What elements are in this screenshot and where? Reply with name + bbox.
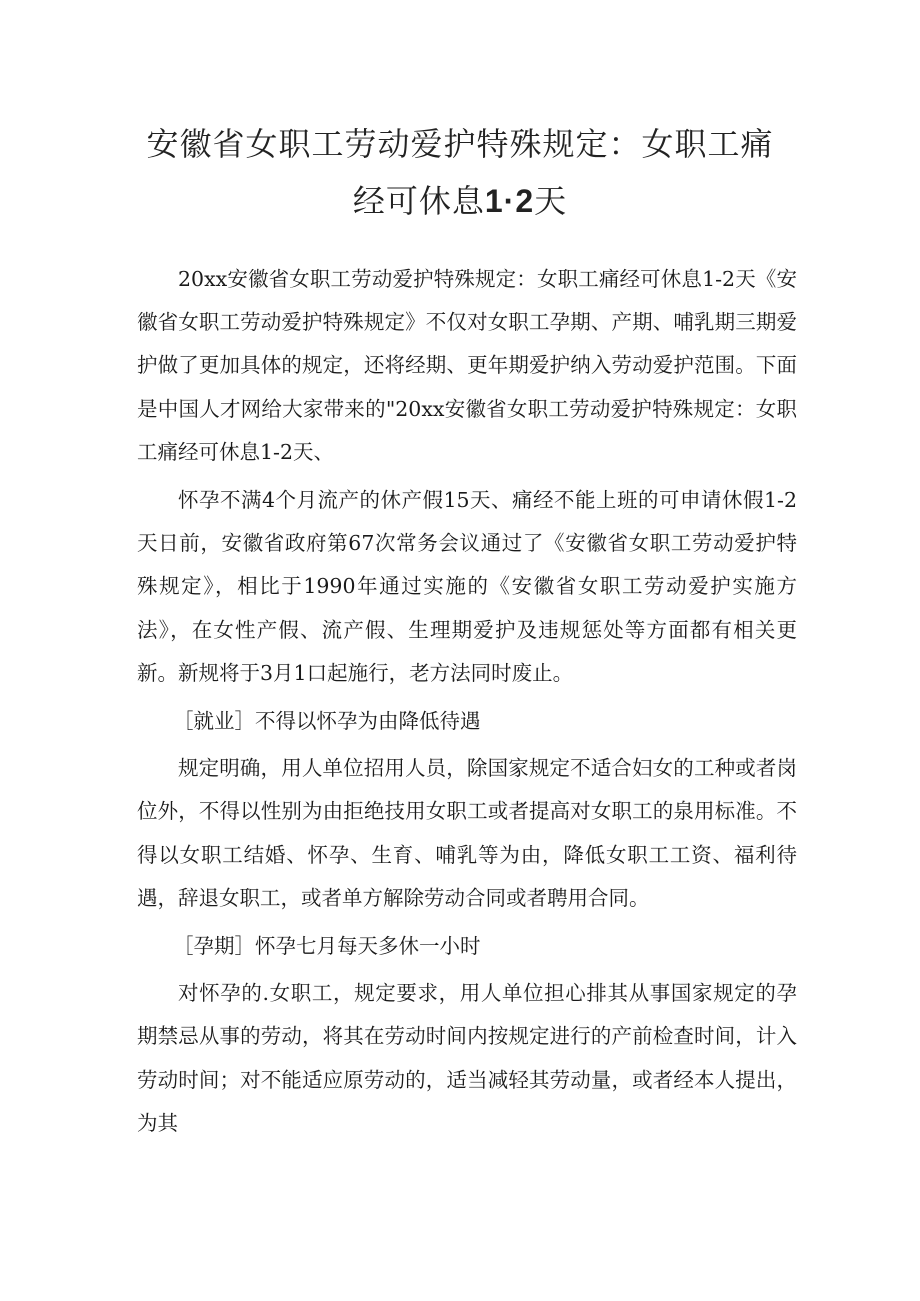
document-title-line-2: [130, 175, 790, 227]
title-number: 1·2: [484, 183, 535, 219]
document-title-line-1: 安徽省女职工劳动爱护特殊规定：女职工痛: [146, 125, 774, 163]
paragraph: 对怀孕的.女职工，规定要求，用人单位担心排其从事国家规定的孕期禁忌从事的劳动，将其在劳动时间内按规定进行的产前检查时间，计入劳动时间；对不能适应原劳动的，适当减轻其劳动量，或者经本人提出，为其: [137, 981, 797, 1135]
paragraph: 怀孕不满4个月流产的休产假15天、痛经不能上班的可申请休假1-2天日前，安徽省政府第67次常务会议通过了《安徽省女职工劳动爱护特殊规定》，相比于1990年通过实施的《安徽省女职工劳动爱护实施方法》，在女性产假、流产假、生理期爱护及违规惩处等方面都有相关更新。新规将于3月1口起施行，老方法同时废止。: [137, 488, 797, 685]
section-heading: ［就业］不得以怀孕为由降低待遇: [173, 709, 481, 734]
paragraph: 规定明确，用人单位招用人员，除国家规定不适合妇女的工种或者岗位外，不得以性别为由拒绝技用女职工或者提高对女职工的泉用标准。不得以女职工结婚、怀孕、生育、哺乳等为由，降低女职工工资、福利待遇，辞退女职工，或者单方解除劳动合同或者聘用合同。: [137, 756, 797, 910]
document-body: [137, 258, 797, 1150]
title-text: 经可休息: [352, 182, 485, 220]
title-suffix: 天: [534, 182, 568, 220]
paragraph: 20xx安徽省女职工劳动爱护特殊规定：女职工痛经可休息1-2天《安徽省女职工劳动爱护特殊规定》不仅对女职工孕期、产期、哺乳期三期爱护做了更加具体的规定，还将经期、更年期爱护纳入劳动爱护范围。下面是中国人才网给大家带来的"20xx安徽省女职工劳动爱护特殊规定：女职工痛经可休息1-2天、: [137, 267, 797, 464]
section-heading: ［孕期］怀孕七月每天多休一小时: [173, 934, 481, 959]
